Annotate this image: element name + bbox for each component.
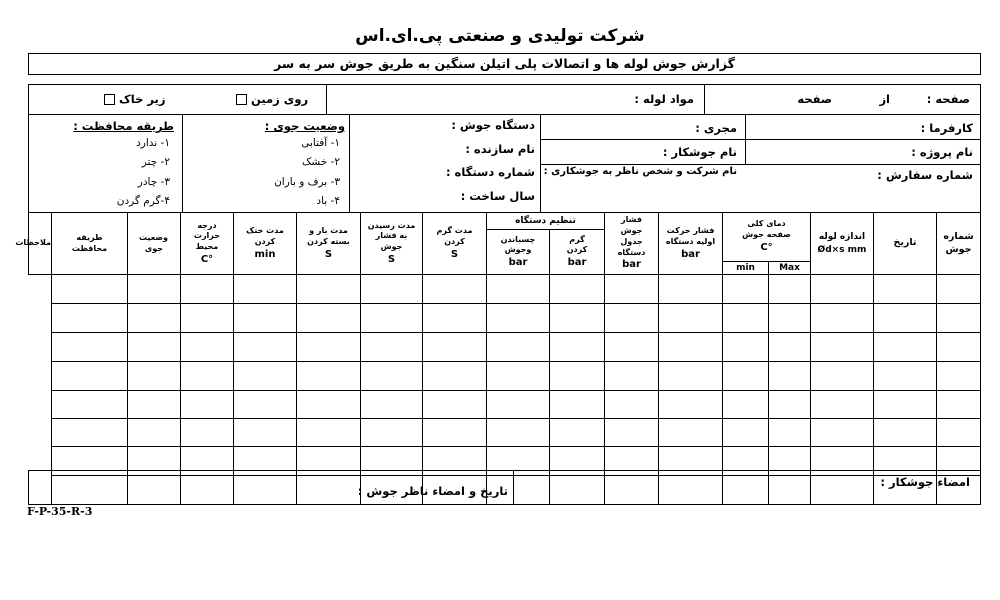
table-cell[interactable] bbox=[51, 391, 127, 419]
table-cell[interactable] bbox=[180, 304, 233, 333]
col-initial-pressure: فشار حرکت اولیه دستگاه bar bbox=[659, 213, 723, 275]
table-cell[interactable] bbox=[659, 304, 723, 333]
pipe-material-label: مواد لوله : bbox=[634, 92, 694, 106]
table-cell[interactable] bbox=[360, 362, 422, 391]
table-cell[interactable] bbox=[51, 362, 127, 391]
col-protection: طریقه محافظت bbox=[51, 213, 127, 275]
table-cell[interactable] bbox=[296, 362, 360, 391]
order-number-label: شماره سفارش : bbox=[877, 168, 973, 182]
under-soil-label: زیر خاک bbox=[119, 92, 166, 106]
protection-title: طریقه محافظت : bbox=[73, 119, 174, 133]
table-cell[interactable] bbox=[937, 362, 981, 391]
table-cell[interactable] bbox=[233, 304, 296, 333]
table-cell[interactable] bbox=[180, 275, 233, 304]
table-cell[interactable] bbox=[51, 419, 127, 447]
table-cell[interactable] bbox=[486, 275, 549, 304]
table-cell[interactable] bbox=[360, 391, 422, 419]
table-cell[interactable] bbox=[769, 333, 811, 362]
page-word: صفحه bbox=[797, 92, 832, 106]
under-soil-option[interactable] bbox=[100, 92, 165, 106]
col-max: Max bbox=[769, 262, 811, 275]
on-ground-label: روی زمین bbox=[251, 92, 309, 106]
table-cell[interactable] bbox=[296, 419, 360, 447]
table-cell[interactable] bbox=[550, 419, 605, 447]
table-cell[interactable] bbox=[605, 419, 659, 447]
col-pressure-reach-time: مدت رسیدن به فشار جوش S bbox=[360, 213, 422, 275]
table-cell[interactable] bbox=[659, 419, 723, 447]
table-cell[interactable] bbox=[486, 362, 549, 391]
table-cell[interactable] bbox=[550, 275, 605, 304]
table-cell[interactable] bbox=[723, 391, 769, 419]
table-cell[interactable] bbox=[723, 275, 769, 304]
table-cell[interactable] bbox=[360, 333, 422, 362]
table-cell[interactable] bbox=[550, 304, 605, 333]
table-cell[interactable] bbox=[723, 362, 769, 391]
table-row bbox=[29, 362, 981, 391]
table-cell[interactable] bbox=[937, 391, 981, 419]
table-cell[interactable] bbox=[550, 333, 605, 362]
page-label: صفحه : bbox=[926, 92, 970, 106]
table-cell[interactable] bbox=[486, 391, 549, 419]
table-cell[interactable] bbox=[233, 275, 296, 304]
col-notes: ملاحظات bbox=[29, 213, 52, 275]
welder-signature-label: امضاء جوشکار : bbox=[880, 475, 970, 489]
table-cell[interactable] bbox=[180, 391, 233, 419]
table-cell[interactable] bbox=[422, 419, 486, 447]
table-row bbox=[29, 333, 981, 362]
table-cell[interactable] bbox=[233, 333, 296, 362]
table-cell[interactable] bbox=[296, 304, 360, 333]
table-cell[interactable] bbox=[659, 333, 723, 362]
table-cell[interactable] bbox=[769, 275, 811, 304]
table-cell[interactable] bbox=[51, 333, 127, 362]
col-weld-pressure: فشار جوش جدول دستگاه bar bbox=[605, 213, 659, 275]
table-cell[interactable] bbox=[360, 275, 422, 304]
protection-item: ۲- چتر bbox=[141, 156, 170, 168]
col-machine-setting: تنظیم دستگاه bbox=[486, 213, 604, 230]
manufacturer-label: نام سازنده : bbox=[465, 142, 535, 156]
table-cell[interactable] bbox=[723, 419, 769, 447]
table-row bbox=[29, 391, 981, 419]
table-cell[interactable] bbox=[811, 419, 874, 447]
table-cell[interactable] bbox=[659, 362, 723, 391]
table-cell[interactable] bbox=[723, 304, 769, 333]
col-cooling-time: مدت خنک کردن min bbox=[233, 213, 296, 275]
form-code: F-P-35-R-3 bbox=[27, 505, 93, 518]
table-cell[interactable] bbox=[360, 419, 422, 447]
table-cell[interactable] bbox=[51, 304, 127, 333]
build-year-label: سال ساخت : bbox=[460, 189, 535, 203]
table-cell[interactable] bbox=[605, 275, 659, 304]
table-cell[interactable] bbox=[874, 362, 937, 391]
weather-item: ۲- خشک bbox=[301, 156, 340, 168]
col-weld-number: شماره جوش bbox=[937, 213, 981, 275]
table-cell[interactable] bbox=[296, 275, 360, 304]
table-cell[interactable] bbox=[180, 333, 233, 362]
top-row bbox=[28, 84, 981, 115]
table-cell[interactable] bbox=[874, 275, 937, 304]
employer-label: کارفرما : bbox=[920, 121, 973, 135]
table-cell[interactable] bbox=[811, 362, 874, 391]
table-cell[interactable] bbox=[180, 419, 233, 447]
table-cell[interactable] bbox=[233, 391, 296, 419]
on-ground-checkbox[interactable] bbox=[236, 94, 247, 105]
table-cell[interactable] bbox=[874, 333, 937, 362]
table-cell[interactable] bbox=[937, 275, 981, 304]
col-min: min bbox=[723, 262, 769, 275]
table-cell[interactable] bbox=[769, 419, 811, 447]
protection-item: ۳- چادر bbox=[137, 176, 170, 188]
table-cell[interactable] bbox=[486, 304, 549, 333]
table-cell[interactable] bbox=[233, 419, 296, 447]
supervisor-label: نام شرکت و شخص ناظر به جوشکاری : bbox=[543, 166, 737, 177]
table-cell[interactable] bbox=[360, 304, 422, 333]
table-cell[interactable] bbox=[937, 304, 981, 333]
table-cell[interactable] bbox=[180, 362, 233, 391]
table-row bbox=[29, 304, 981, 333]
table-cell[interactable] bbox=[874, 391, 937, 419]
table-cell[interactable] bbox=[296, 391, 360, 419]
table-cell[interactable] bbox=[811, 333, 874, 362]
table-cell[interactable] bbox=[127, 362, 180, 391]
table-cell[interactable] bbox=[422, 333, 486, 362]
weather-item: ۴- باد bbox=[316, 195, 340, 207]
col-heating: گرم کردن bar bbox=[550, 230, 605, 275]
table-cell[interactable] bbox=[422, 391, 486, 419]
table-cell[interactable] bbox=[486, 419, 549, 447]
company-title: شرکت تولیدی و صنعتی پی.ای.اس bbox=[355, 26, 645, 46]
weather-item: ۳- برف و باران bbox=[274, 176, 340, 188]
table-cell[interactable] bbox=[659, 391, 723, 419]
table-cell[interactable] bbox=[127, 391, 180, 419]
table-cell[interactable] bbox=[769, 304, 811, 333]
table-cell[interactable] bbox=[127, 419, 180, 447]
on-ground-option[interactable] bbox=[232, 92, 308, 106]
protection-item: ۴-گرم گردن bbox=[116, 195, 170, 207]
table-cell[interactable] bbox=[422, 275, 486, 304]
welding-machine-label: دستگاه جوش : bbox=[451, 118, 535, 132]
table-row bbox=[29, 275, 981, 304]
table-cell[interactable] bbox=[874, 419, 937, 447]
table-cell[interactable] bbox=[127, 333, 180, 362]
table-cell[interactable] bbox=[51, 275, 127, 304]
project-name-label: نام پروژه : bbox=[911, 145, 973, 159]
table-cell[interactable] bbox=[605, 333, 659, 362]
machine-number-label: شماره دستگاه : bbox=[445, 165, 535, 179]
table-cell[interactable] bbox=[605, 391, 659, 419]
supervisor-signature-label: تاریخ و امضاء ناظر جوش : bbox=[357, 484, 508, 498]
weld-log-table bbox=[15, 212, 981, 505]
table-cell[interactable] bbox=[605, 362, 659, 391]
table-cell[interactable] bbox=[811, 275, 874, 304]
of-label: از bbox=[879, 92, 890, 106]
table-cell[interactable] bbox=[659, 275, 723, 304]
col-open-close-time: مدت باز و بسته کردن S bbox=[296, 213, 360, 275]
table-cell[interactable] bbox=[769, 362, 811, 391]
col-weather: وضعیت جوی bbox=[127, 213, 180, 275]
weather-title: وضعیت جوی : bbox=[264, 119, 345, 133]
col-heating-time: مدت گرم کردن S bbox=[422, 213, 486, 275]
table-cell[interactable] bbox=[127, 275, 180, 304]
report-title: گزارش جوش لوله ها و اتصالات پلی اتیلن سنگین به طریق جوش سر به سر bbox=[28, 53, 981, 75]
under-soil-checkbox[interactable] bbox=[104, 94, 115, 105]
table-cell[interactable] bbox=[233, 362, 296, 391]
col-ambient-temp: درجه حرارت محیط °C bbox=[180, 213, 233, 275]
welder-name-label: نام جوشکار : bbox=[662, 145, 737, 159]
col-plate-temp: دمای کلی صفحه جوش °C bbox=[723, 213, 811, 262]
table-cell[interactable] bbox=[769, 391, 811, 419]
table-cell[interactable] bbox=[422, 362, 486, 391]
table-cell[interactable] bbox=[296, 333, 360, 362]
table-cell[interactable] bbox=[550, 362, 605, 391]
table-cell[interactable] bbox=[811, 304, 874, 333]
table-cell[interactable] bbox=[486, 333, 549, 362]
table-cell[interactable] bbox=[127, 304, 180, 333]
col-pipe-size: اندازه لوله Ød×s mm bbox=[811, 213, 874, 275]
table-cell[interactable] bbox=[874, 304, 937, 333]
contractor-label: مجری : bbox=[695, 121, 737, 135]
col-date: تاریخ bbox=[874, 213, 937, 275]
table-cell[interactable] bbox=[937, 333, 981, 362]
table-cell[interactable] bbox=[550, 391, 605, 419]
table-row bbox=[29, 419, 981, 447]
table-cell[interactable] bbox=[422, 304, 486, 333]
col-joining: چسباندن وجوش bar bbox=[486, 230, 549, 275]
table-cell[interactable] bbox=[811, 391, 874, 419]
protection-item: ۱- ندارد bbox=[136, 137, 170, 149]
table-cell[interactable] bbox=[605, 304, 659, 333]
weather-item: ۱- آفتابی bbox=[301, 137, 340, 149]
table-cell[interactable] bbox=[723, 333, 769, 362]
table-cell[interactable] bbox=[937, 419, 981, 447]
